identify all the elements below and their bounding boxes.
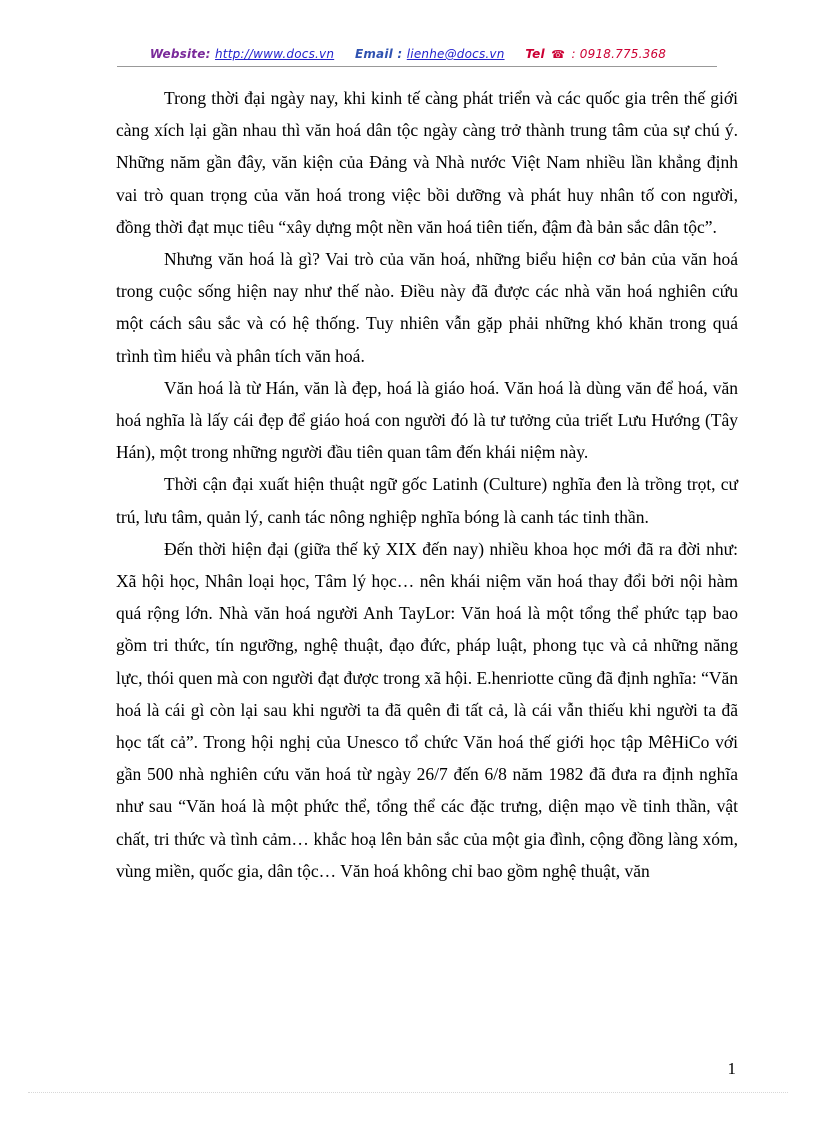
paragraph: Trong thời đại ngày nay, khi kinh tế càng phát triển và các quốc gia trên thế giới càng xích lại gần nhau thì văn hoá dân tộc ngày càng trở thành trung tâm của sự chú ý. Những năm gần đây, văn kiện của Đảng và Nhà nước Việt Nam nhiều lần khẳng định vai trò quan trọng của văn hoá trong việc bồi dưỡng và phát huy nhân tố con người, đồng thời đạt mục tiêu “xây dựng một nền văn hoá tiên tiến, đậm đà bản sắc dân tộc”. — [116, 88, 738, 237]
paragraph: Thời cận đại xuất hiện thuật ngữ gốc Latinh (Culture) nghĩa đen là trồng trọt, cư trú, lưu tâm, quản lý, canh tác nông nghiệp nghĩa bóng là canh tác tinh thần. — [116, 474, 738, 527]
email-link[interactable]: lienhe@docs.vn — [406, 47, 505, 61]
website-link[interactable]: http://www.docs.vn — [214, 47, 335, 61]
page-number: 1 — [727, 1059, 736, 1078]
page-header — [0, 47, 816, 61]
header-divider — [117, 66, 717, 67]
website-label: Website: — [149, 47, 211, 61]
phone-icon: ☎ — [551, 48, 566, 61]
paragraph: Nhưng văn hoá là gì? Vai trò của văn hoá, những biểu hiện cơ bản của văn hoá trong cuộc sống hiện nay như thế nào. Điều này đã được các nhà văn hoá nghiên cứu một cách sâu sắc và có hệ thống. Tuy nhiên vẫn gặp phải những khó khăn trong quá trình tìm hiểu và phân tích văn hoá. — [116, 249, 738, 366]
page-bottom-divider — [28, 1092, 788, 1093]
tel-label: Tel — [525, 47, 545, 61]
paragraph: Văn hoá là từ Hán, văn là đẹp, hoá là giáo hoá. Văn hoá là dùng văn để hoá, văn hoá nghĩa là lấy cái đẹp để giáo hoá con người đó là tư tưởng của triết Lưu Hướng (Tây Hán), một trong những người đầu tiên quan tâm đến khái niệm này. — [116, 377, 738, 463]
email-label: Email : — [354, 47, 403, 61]
phone-number: : 0918.775.368 — [571, 47, 667, 61]
body-text — [116, 82, 738, 887]
paragraph: Đến thời hiện đại (giữa thế kỷ XIX đến nay) nhiều khoa học mới đã ra đời như: Xã hội học, Nhân loại học, Tâm lý học… nên khái niệm văn hoá thay đổi bởi nội hàm quá rộng lớn. Nhà văn hoá người Anh TayLor: Văn hoá là một tổng thể phức tạp bao gồm tri thức, tín ngưỡng, nghệ thuật, đạo đức, pháp luật, phong tục và cả những năng lực, thói quen mà con người đạt được trong xã hội. E.henriotte cũng đã định nghĩa: “Văn hoá là cái gì còn lại sau khi người ta đã quên đi tất cả, là cái vẫn thiếu khi người ta đã học tất cả”. Trong hội nghị của Unesco tổ chức Văn hoá thế giới học tập MêHiCo với gần 500 nhà nghiên cứu văn hoá từ ngày 26/7 đến 6/8 năm 1982 đã đưa ra định nghĩa như sau “Văn hoá là một phức thể, tổng thể các đặc trưng, diện mạo về tinh thần, vật chất, tri thức và tình cảm… khắc hoạ lên bản sắc của một gia đình, cộng đồng làng xóm, vùng miền, quốc gia, dân tộc… Văn hoá không chỉ bao gồm nghệ thuật, văn — [116, 538, 738, 881]
